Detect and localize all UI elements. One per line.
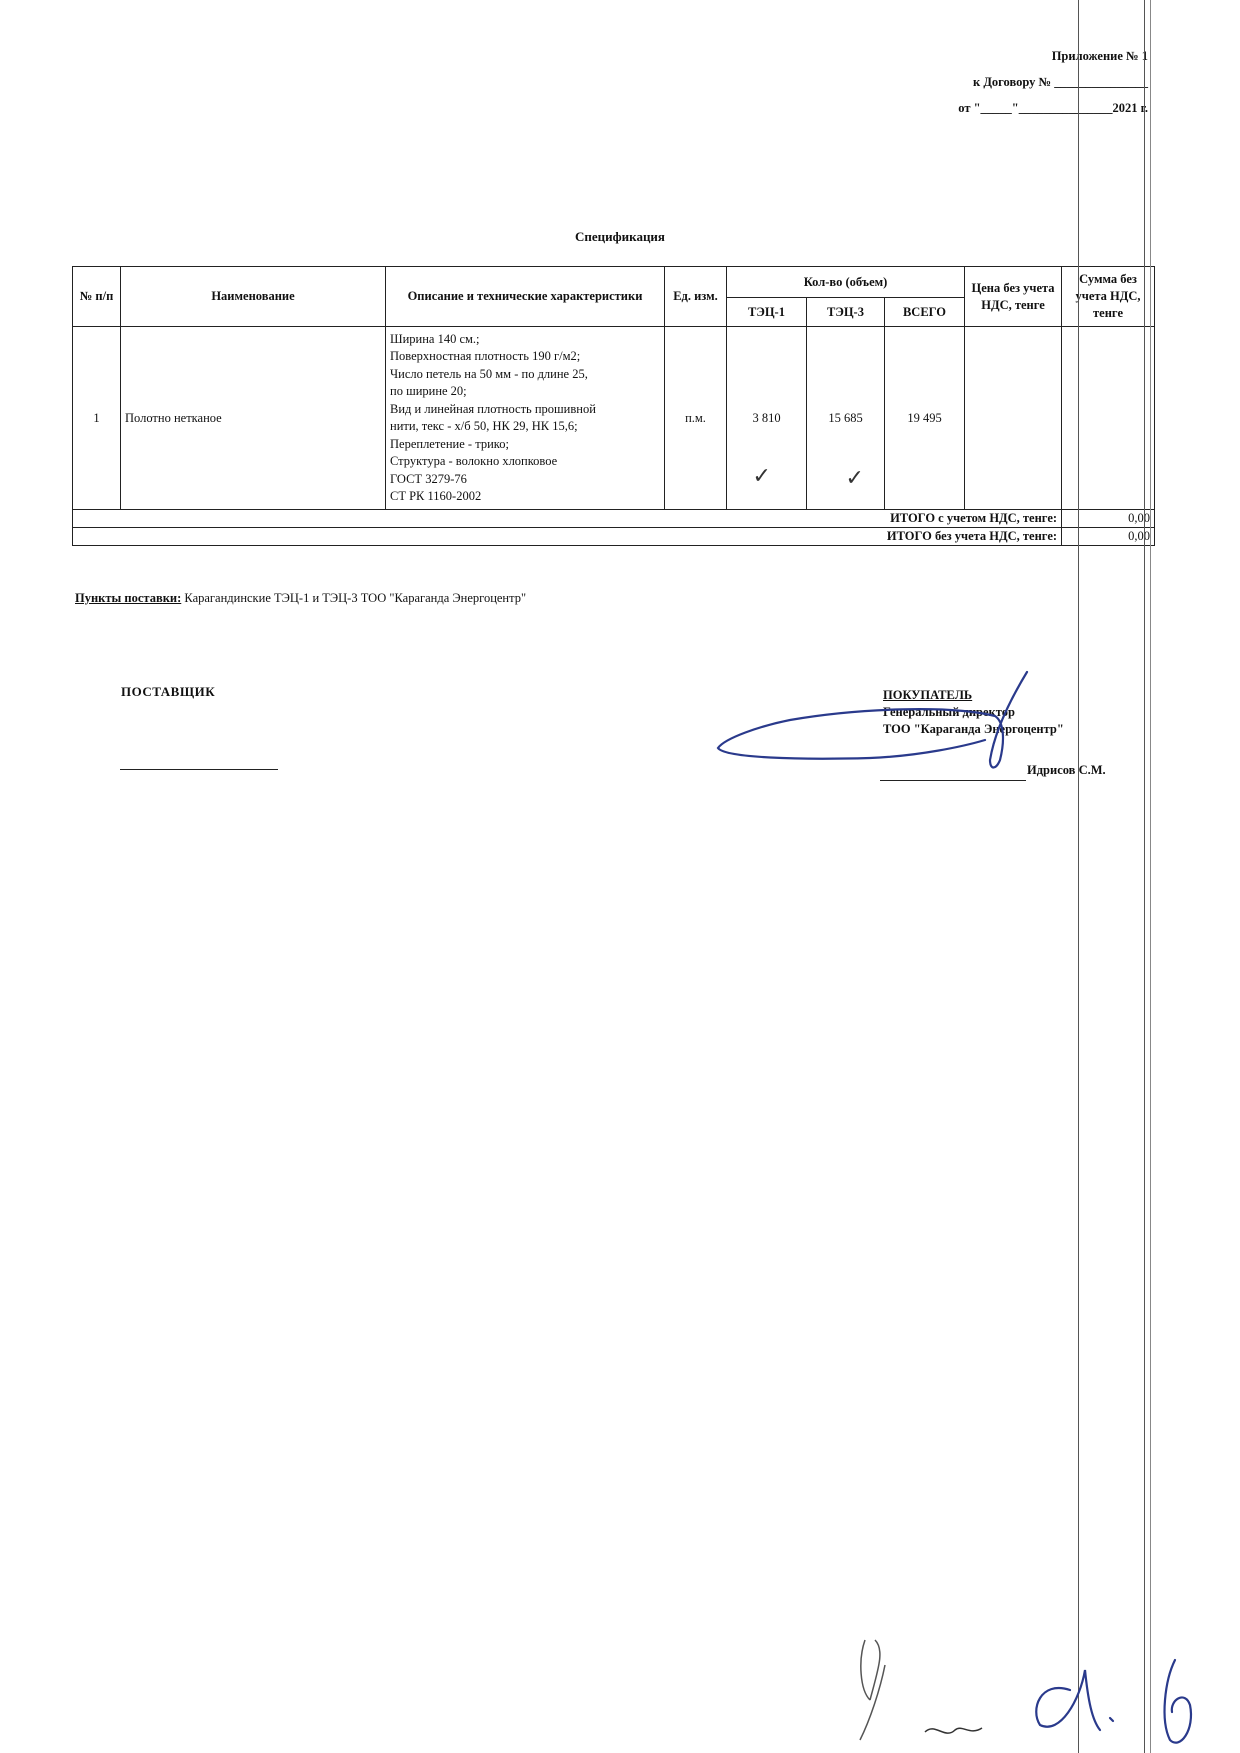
description-line: нити, текс - х/б 50, НК 29, НК 15,6;	[390, 419, 578, 433]
header-quantity-group: Кол-во (объем)	[727, 267, 965, 298]
description-line: СТ РК 1160-2002	[390, 489, 482, 503]
document-title: Спецификация	[575, 229, 665, 244]
header-price: Цена без учета НДС, тенге	[965, 267, 1062, 327]
row-num: 1	[73, 327, 121, 510]
description-line: Число петель на 50 мм - по длине 25,	[390, 366, 588, 381]
row-tec3: 15 685	[828, 410, 863, 425]
header-description: Описание и технические характеристики	[386, 267, 665, 327]
buyer-title: ПОКУПАТЕЛЬ	[883, 688, 973, 702]
description-line: Ширина 140 см.;	[390, 331, 480, 346]
annex-label: Приложение № 1	[1051, 49, 1148, 63]
total-with-vat-value: 0,00	[1062, 510, 1155, 528]
description-line: Структура - волокно хлопковое	[390, 454, 558, 468]
checkmark-icon: ✓	[752, 464, 771, 489]
supplier-title: ПОСТАВЩИК	[121, 684, 216, 699]
header-tec3: ТЭЦ-3	[807, 298, 885, 327]
row-tec1: 3 810	[752, 410, 781, 425]
buyer-name: Идрисов С.М.	[1027, 763, 1106, 777]
header-unit: Ед. изм.	[665, 267, 727, 327]
row-unit: п.м.	[665, 327, 727, 510]
checkmark-icon: ✓	[845, 466, 864, 491]
description-line: Переплетение - трико;	[390, 436, 509, 451]
description-line: Поверхностная плотность 190 г/м2;	[390, 349, 581, 363]
header-num: № п/п	[73, 267, 121, 327]
contract-label: к Договору № _______________	[973, 75, 1148, 89]
buyer-position: Генеральный директор	[883, 705, 1015, 719]
delivery-label: Пункты поставки:	[75, 591, 182, 605]
total-without-vat-label: ИТОГО без учета НДС, тенге:	[73, 528, 1062, 546]
header-total: ВСЕГО	[885, 298, 965, 327]
total-without-vat-value: 0,00	[1062, 528, 1155, 546]
header-name: Наименование	[121, 267, 386, 327]
description-line: по ширине 20;	[390, 384, 467, 398]
row-total: 19 495	[885, 327, 965, 510]
description-line: ГОСТ 3279-76	[390, 471, 467, 486]
header-tec1: ТЭЦ-1	[727, 298, 807, 327]
header-sum: Сумма без учета НДС, тенге	[1062, 267, 1155, 327]
row-name: Полотно нетканое	[121, 327, 386, 510]
description-line: Вид и линейная плотность прошивной	[390, 401, 596, 416]
delivery-text: Карагандинские ТЭЦ-1 и ТЭЦ-3 ТОО "Караганда Энергоцентр"	[181, 591, 527, 605]
total-with-vat-label: ИТОГО с учетом НДС, тенге:	[73, 510, 1062, 528]
buyer-org: ТОО "Караганда Энергоцентр"	[883, 722, 1064, 736]
date-line: от "_____"_______________2021 г.	[958, 101, 1148, 115]
